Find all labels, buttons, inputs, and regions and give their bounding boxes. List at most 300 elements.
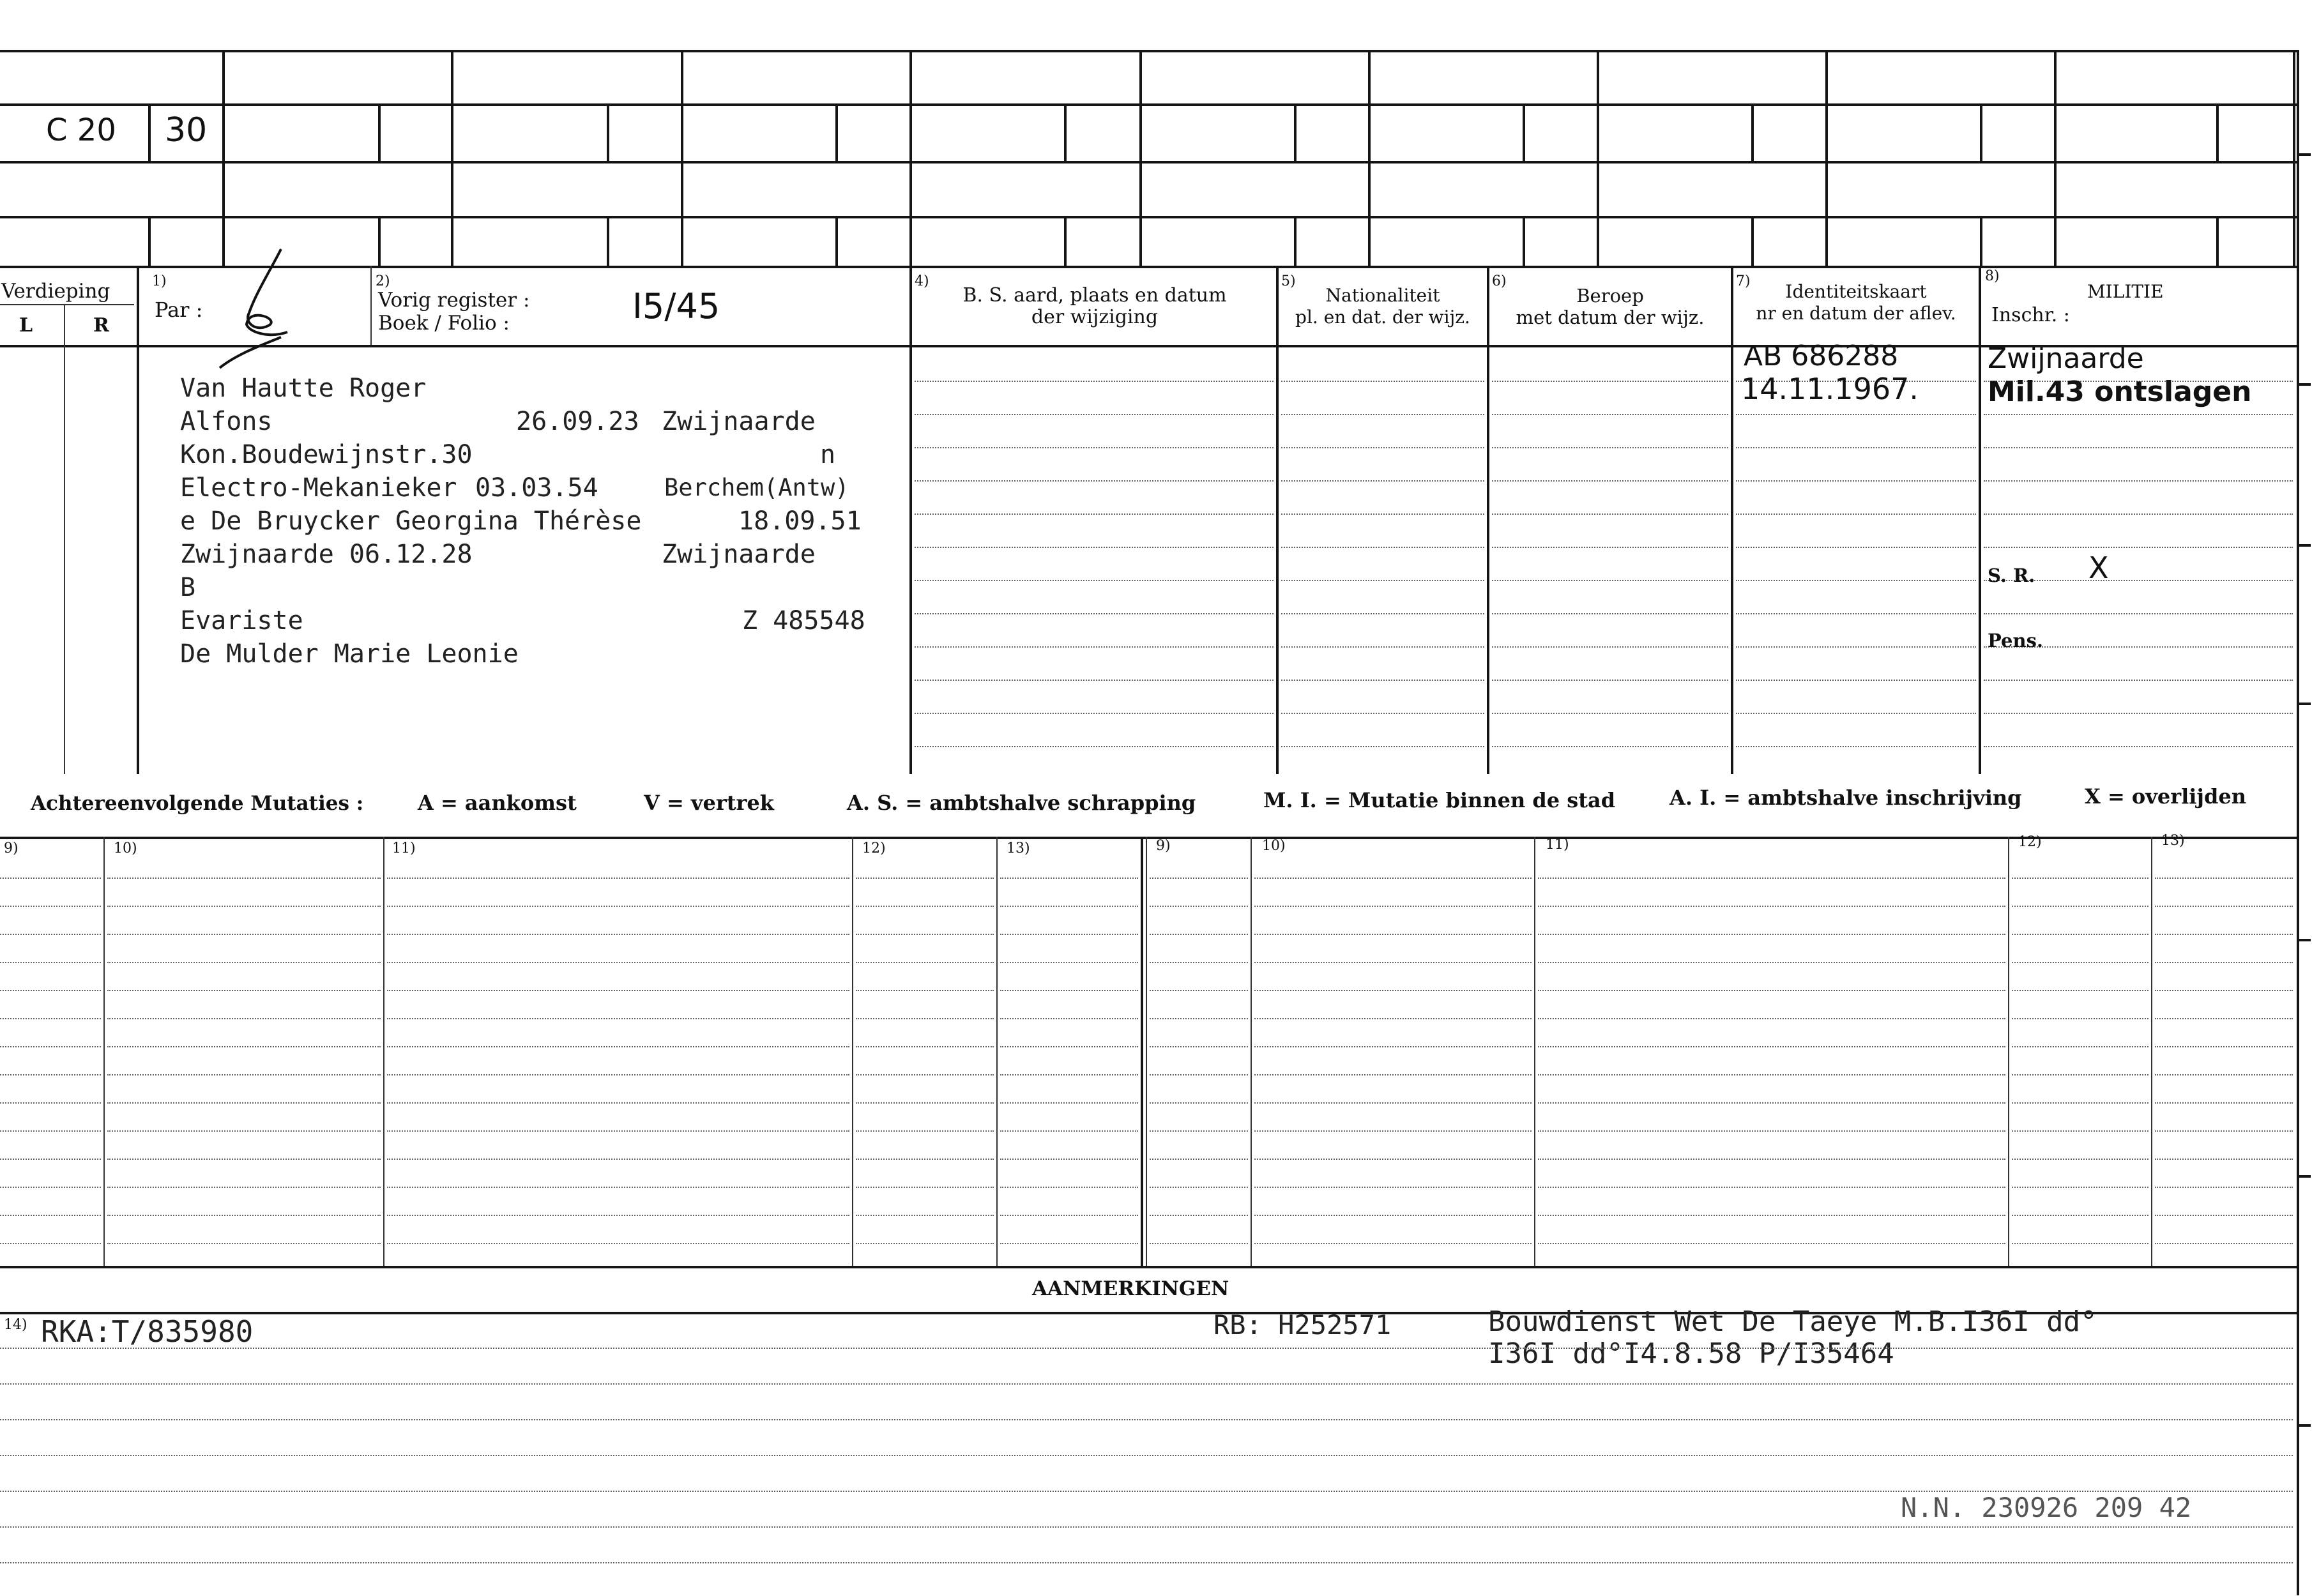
top-grid-tick [1294,216,1297,266]
col-number: 6) [1492,273,1507,289]
dotted-rule [1492,680,1728,681]
person-line: Van Hautte Roger [180,374,427,403]
dotted-rule [1000,1187,1138,1188]
mutation-col-number: 10) [114,840,137,856]
dotted-rule [856,1215,994,1216]
dotted-rule [1000,962,1138,963]
dotted-rule [1254,1130,1532,1132]
dotted-rule [1281,613,1484,614]
dotted-rule [0,1130,101,1132]
top-grid-tick [378,103,381,161]
dotted-rule [2012,990,2148,991]
dotted-rule [1538,990,2005,991]
dotted-rule [1254,1018,1532,1019]
beroep-line1: Beroep [1576,285,1644,307]
top-grid-tick [1064,103,1067,161]
dotted-rule [0,1383,2293,1385]
dotted-rule [0,878,101,879]
top-grid-border [0,50,2299,52]
dotted-rule [2012,1018,2148,1019]
militie-place: Zwijnaarde [1988,342,2144,375]
dotted-rule [1538,1018,2005,1019]
dotted-rule [0,1074,101,1075]
militie-header: MILITIE [2087,281,2164,302]
person-line: Alfons [180,407,273,436]
main-col-line [1731,266,1733,774]
dotted-rule [387,906,849,907]
dotted-rule [856,1243,994,1244]
dotted-rule [0,1102,101,1104]
dotted-rule [107,906,381,907]
dotted-rule [1150,1159,1248,1160]
mutation-col-number: 9) [4,840,19,856]
dotted-rule [1254,906,1532,907]
dotted-rule [0,962,101,963]
mutations-bottom-line [0,1266,2299,1268]
dotted-rule [1538,1102,2005,1104]
dotted-rule [2012,1215,2148,1216]
boek-folio-label: Boek / Folio : [378,312,510,335]
top-grid-row-line [0,161,2299,163]
birth-date: 26.09.23 [516,407,639,436]
mutation-col-number: 13) [2161,833,2185,849]
dotted-rule [856,1187,994,1188]
dotted-rule [387,1130,849,1132]
top-grid-col-line [1825,50,1828,266]
dotted-rule [1150,1046,1248,1047]
dotted-rule [107,1074,381,1075]
dotted-rule [2155,1018,2293,1019]
dotted-rule [0,906,101,907]
dotted-rule [1492,381,1728,382]
dotted-rule [1492,713,1728,714]
verdieping-divider [0,304,134,305]
main-col-line [1979,266,1981,774]
bouwdienst-line1: Bouwdienst Wet De Taeye M.B.I36I dd° [1488,1305,2097,1338]
dotted-rule [1538,1046,2005,1047]
dotted-rule [2012,1243,2148,1244]
dotted-rule [2155,1215,2293,1216]
dotted-rule [1736,613,1976,614]
top-grid-row-line [0,216,2299,218]
continuation-mark: n [820,440,836,469]
dotted-rule [107,878,381,879]
dotted-rule [1538,962,2005,963]
mutation-col-number: 11) [1546,837,1569,853]
dotted-rule [1281,713,1484,714]
dotted-rule [1281,646,1484,648]
dotted-rule [1150,1074,1248,1075]
mutation-col-line [852,837,853,1266]
dotted-rule [387,962,849,963]
dotted-rule [387,934,849,935]
dotted-rule [915,713,1274,714]
bs-header-line1: B. S. aard, plaats en datum [962,284,1227,307]
top-grid-col-line [451,50,453,266]
identiteit-line1: Identiteitskaart [1785,281,1927,302]
top-grid-bottom-line [0,266,2299,268]
dotted-rule [1281,414,1484,415]
top-grid-tick [1523,103,1525,161]
dotted-rule [0,1348,2293,1349]
dotted-rule [107,1102,381,1104]
code-number: 30 [165,111,208,149]
col-l-header: L [19,314,33,337]
dotted-rule [1000,1074,1138,1075]
marriage-place: Zwijnaarde [662,540,816,569]
dotted-rule [2012,1159,2148,1160]
dotted-rule [856,1130,994,1132]
top-grid-col-line [681,50,683,266]
col-number: 2) [376,273,390,289]
top-grid-tick [148,103,151,161]
dotted-rule [1492,746,1728,747]
signature-paraph [211,243,313,370]
bs-header [913,285,1276,328]
dotted-rule [2155,962,2293,963]
mutation-col-line-major [1141,837,1143,1266]
main-col-line [909,266,912,774]
dotted-rule [915,381,1274,382]
dotted-rule [387,1074,849,1075]
par-divider [370,266,372,345]
dotted-rule [1984,746,2293,747]
mutation-col-line [2151,837,2152,1266]
top-grid-tick [1980,103,1982,161]
mutation-col-number: 9) [1156,838,1171,854]
top-grid-tick [835,216,838,266]
dotted-rule [1984,547,2293,548]
top-grid-col-line [222,50,225,266]
rb-number: RB: H252571 [1213,1309,1392,1341]
dotted-rule [0,1018,101,1019]
dotted-rule [1254,1215,1532,1216]
mutation-col-line [1534,837,1535,1266]
dotted-rule [2155,1102,2293,1104]
col-r-header: R [93,314,109,337]
mutations-title: Achtereenvolgende Mutaties : [31,792,364,815]
dotted-rule [856,1102,994,1104]
mutation-col-line [103,837,105,1266]
pens-label: Pens. [1988,630,2043,651]
col-number: 1) [152,273,167,289]
top-grid-col-line [2054,50,2057,266]
legend-city-move: M. I. = Mutatie binnen de stad [1263,788,1616,812]
dotted-rule [1000,934,1138,935]
dotted-rule [1281,680,1484,681]
dotted-rule [0,1491,2293,1492]
dotted-rule [1492,547,1728,548]
dotted-rule [107,1130,381,1132]
dotted-rule [856,962,994,963]
dotted-rule [1000,1046,1138,1047]
dotted-rule [1984,513,2293,515]
top-grid-col-line [1597,50,1599,266]
dotted-rule [1984,414,2293,415]
dotted-rule [1538,878,2005,879]
dotted-rule [0,1526,2293,1528]
registry-number: Z 485548 [742,606,865,635]
dotted-rule [915,680,1274,681]
header-bottom-line [0,345,2299,347]
mutation-col-line [2008,837,2009,1266]
dotted-rule [1150,1130,1248,1132]
dotted-rule [107,1187,381,1188]
legend-death: X = overlijden [2085,784,2246,809]
top-grid-tick [378,216,381,266]
main-col-line [137,266,139,774]
par-label: Par : [155,298,203,322]
dotted-rule [107,1243,381,1244]
dotted-rule [387,1018,849,1019]
dotted-rule [107,962,381,963]
dotted-rule [1736,414,1976,415]
dotted-rule [915,646,1274,648]
dotted-rule [1254,1046,1532,1047]
sr-label: S. R. [1988,565,2035,586]
dotted-rule [1254,1243,1532,1244]
dotted-rule [1492,646,1728,648]
nationaliteit-header [1277,285,1488,328]
mutation-col-number: 12) [2018,834,2042,850]
identiteit-header [1732,281,1980,324]
dotted-rule [1538,1215,2005,1216]
dotted-rule [1492,613,1728,614]
dotted-rule [856,906,994,907]
nationaliteit-line1: Nationaliteit [1325,285,1440,306]
dotted-rule [856,1046,994,1047]
dotted-rule [1000,1130,1138,1132]
dotted-rule [915,547,1274,548]
dotted-rule [915,580,1274,581]
dotted-rule [2012,906,2148,907]
dotted-rule [1000,1102,1138,1104]
col-number: 5) [1281,273,1296,289]
mutation-col-number: 13) [1007,840,1030,856]
mutation-col-line [1251,837,1252,1266]
dotted-rule [1150,1215,1248,1216]
dotted-rule [107,934,381,935]
main-col-line [1276,266,1279,774]
code-label: C 20 [46,112,116,148]
person-line: De Mulder Marie Leonie [180,639,519,669]
dotted-rule [1281,513,1484,515]
dotted-rule [1736,513,1976,515]
dotted-rule [1254,1187,1532,1188]
beroep-header [1488,285,1732,328]
beroep-line2: met datum der wijz. [1516,307,1705,328]
vorig-register-label: Vorig register : [378,289,530,312]
dotted-rule [1254,990,1532,991]
dotted-rule [1150,1187,1248,1188]
dotted-rule [2155,1046,2293,1047]
dotted-rule [1736,680,1976,681]
dotted-rule [1000,1159,1138,1160]
top-grid-tick [607,216,609,266]
dotted-rule [0,1455,2293,1456]
top-grid-tick [1751,103,1754,161]
dotted-rule [1492,414,1728,415]
dotted-rule [1254,1159,1532,1160]
dotted-rule [856,878,994,879]
verdieping-header: Verdieping [1,280,110,303]
top-grid-tick [1751,216,1754,266]
dotted-rule [2155,1074,2293,1075]
dotted-rule [2012,1046,2148,1047]
dotted-rule [915,613,1274,614]
dotted-rule [387,1159,849,1160]
dotted-rule [2012,1074,2148,1075]
top-grid-tick [2216,216,2219,266]
dotted-rule [2155,1159,2293,1160]
dotted-rule [1150,962,1248,963]
dotted-rule [387,1187,849,1188]
dotted-rule [1254,1102,1532,1104]
dotted-rule [1538,1187,2005,1188]
dotted-rule [0,1046,101,1047]
person-line: Electro-Mekanieker [180,473,457,503]
dotted-rule [2012,1187,2148,1188]
dotted-rule [387,1102,849,1104]
dotted-rule [107,1046,381,1047]
dotted-rule [915,414,1274,415]
dotted-rule [2012,878,2148,879]
dotted-rule [0,1187,101,1188]
dotted-rule [1000,1215,1138,1216]
dotted-rule [0,1562,2293,1563]
dotted-rule [1492,580,1728,581]
dotted-rule [387,1046,849,1047]
dotted-rule [2012,962,2148,963]
dotted-rule [1281,447,1484,448]
dotted-rule [1538,1130,2005,1132]
dotted-rule [1736,547,1976,548]
dotted-rule [1538,1243,2005,1244]
dotted-rule [2012,1102,2148,1104]
dotted-rule [1984,447,2293,448]
dotted-rule [2012,934,2148,935]
top-grid-tick [1523,216,1525,266]
dotted-rule [387,1243,849,1244]
dotted-rule [0,1215,101,1216]
person-line: Kon.Boudewijnstr.30 [180,440,473,469]
dotted-rule [1984,613,2293,614]
register-value: I5/45 [632,286,720,326]
move-place: Berchem(Antw) [664,474,849,501]
dotted-rule [1492,513,1728,515]
dotted-rule [856,990,994,991]
move-date: 03.03.54 [475,473,598,503]
dotted-rule [1984,480,2293,482]
right-margin-line [2297,50,2299,1595]
dotted-rule [1000,1018,1138,1019]
person-line: B [180,573,196,602]
dotted-rule [1281,746,1484,747]
dotted-rule [1736,447,1976,448]
dotted-rule [2155,990,2293,991]
dotted-rule [107,1215,381,1216]
person-line: Evariste [180,606,303,635]
dotted-rule [915,447,1274,448]
legend-removal: A. S. = ambtshalve schrapping [847,791,1196,815]
dotted-rule [0,1159,101,1160]
nn-number: N.N. 230926 209 42 [1901,1492,2192,1523]
dotted-rule [0,990,101,991]
dotted-rule [107,1018,381,1019]
dotted-rule [1736,646,1976,648]
dotted-rule [0,934,101,935]
top-grid-col-line [909,50,912,266]
legend-departure: V = vertrek [644,791,774,815]
top-grid-tick [835,103,838,161]
dotted-rule [1736,713,1976,714]
dotted-rule [1150,1243,1248,1244]
top-grid-col-line [1368,50,1371,266]
mutations-top-line [0,837,2299,839]
person-line: e De Bruycker Georgina Thérèse [180,506,642,536]
dotted-rule [1150,878,1248,879]
dotted-rule [1492,447,1728,448]
col-number: 8) [1985,268,2000,284]
dotted-rule [856,1018,994,1019]
dotted-rule [856,1159,994,1160]
marriage-date: 18.09.51 [738,506,862,536]
dotted-rule [1000,990,1138,991]
dotted-rule [1538,1074,2005,1075]
dotted-rule [1984,713,2293,714]
dotted-rule [1736,580,1976,581]
top-grid-tick [1294,103,1297,161]
dotted-rule [1150,1018,1248,1019]
dotted-rule [0,1419,2293,1420]
dotted-rule [2155,878,2293,879]
sr-value: X [2088,551,2109,585]
dotted-rule [1150,990,1248,991]
dotted-rule [1538,934,2005,935]
dotted-rule [1150,934,1248,935]
top-grid-tick [607,103,609,161]
dotted-rule [1150,1102,1248,1104]
dotted-rule [1538,906,2005,907]
dotted-rule [2012,1130,2148,1132]
col-number: 4) [915,273,929,289]
dotted-rule [2155,1130,2293,1132]
dotted-rule [2155,906,2293,907]
top-grid-tick [148,216,151,266]
remarks-title: AANMERKINGEN [1032,1277,1229,1300]
lr-divider [64,304,65,774]
dotted-rule [856,934,994,935]
top-grid-col-line [1139,50,1142,266]
top-grid-col-line [2293,50,2295,266]
legend-registration: A. I. = ambtshalve inschrijving [1669,786,2022,810]
inschr-label: Inschr. : [1991,304,2070,326]
nationaliteit-line2: pl. en dat. der wijz. [1295,307,1470,328]
dotted-rule [1281,480,1484,482]
id-card-number: AB 686288 [1744,340,1899,372]
dotted-rule [1281,547,1484,548]
dotted-rule [915,746,1274,747]
col-number: 7) [1736,273,1751,289]
dotted-rule [856,1074,994,1075]
dotted-rule [1254,934,1532,935]
dotted-rule [1492,480,1728,482]
dotted-rule [0,1243,101,1244]
identiteit-line2: nr en datum der aflev. [1756,303,1956,324]
remarks-number: 14) [4,1317,27,1333]
top-grid-row-line [0,103,2299,106]
dotted-rule [1984,680,2293,681]
